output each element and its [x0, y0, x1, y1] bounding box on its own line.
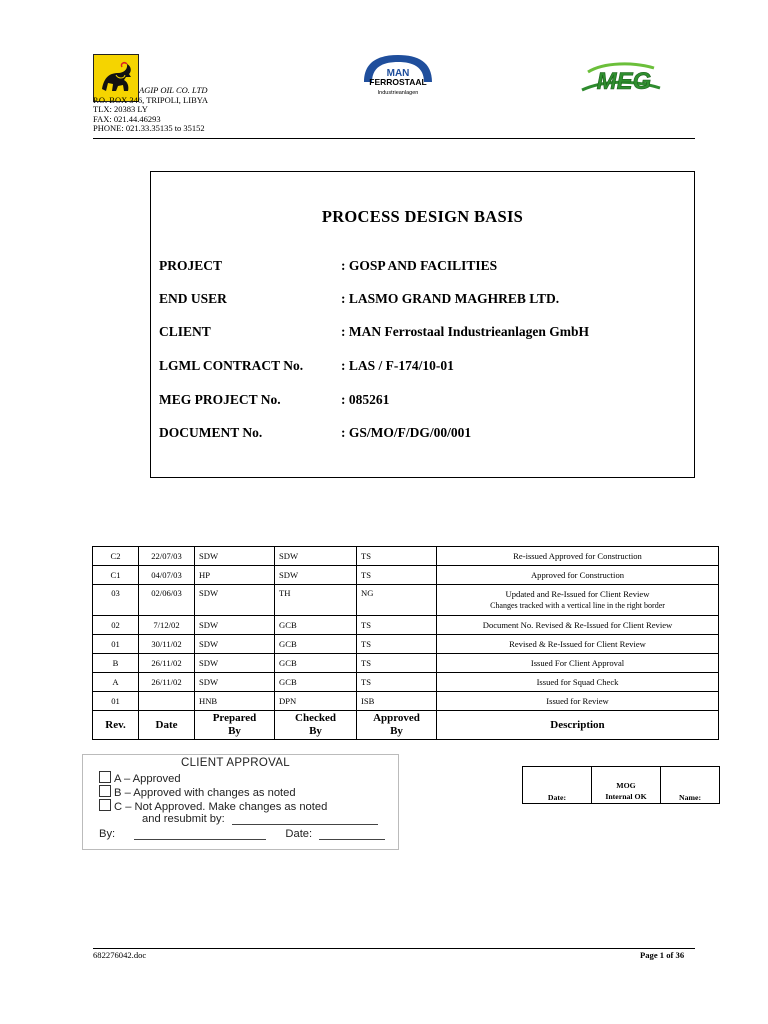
rev-header: Rev. — [93, 711, 139, 740]
fax-line: FAX: 021.44.46293 — [93, 113, 161, 124]
description-header: Description — [437, 711, 719, 740]
approved-cell: TS — [357, 616, 437, 635]
mog-name-cell — [661, 767, 720, 804]
client-label: CLIENT — [159, 324, 211, 339]
telex-line: TLX: 20383 LY — [93, 104, 148, 115]
option-a — [99, 771, 181, 785]
table-row — [523, 767, 720, 804]
meg-logo — [574, 58, 674, 98]
table-header-row — [93, 711, 719, 740]
client-approval-title: CLIENT APPROVAL — [181, 757, 290, 769]
checked-cell: GCB — [275, 635, 357, 654]
option-c — [99, 799, 327, 813]
table-row — [93, 585, 719, 616]
approved-cell: TS — [357, 654, 437, 673]
date-cell: 22/07/03 — [139, 547, 195, 566]
man-ferrostaal-logo — [358, 52, 438, 100]
table-row — [93, 616, 719, 635]
checked-header — [275, 711, 357, 740]
date-label: Date: — [285, 828, 313, 840]
prepared-cell: SDW — [195, 654, 275, 673]
document-number-label: DOCUMENT No. — [159, 425, 263, 440]
end-user-value: : LASMO GRAND MAGHREB LTD. — [341, 291, 560, 306]
rev-cell: C1 — [93, 566, 139, 585]
rev-cell: 01 — [93, 635, 139, 654]
option-b-checkbox[interactable] — [99, 785, 111, 797]
company-address — [93, 86, 208, 134]
rev-cell: C2 — [93, 547, 139, 566]
approved-cell: TS — [357, 673, 437, 692]
date-cell: 26/11/02 — [139, 673, 195, 692]
approved-header-line1: Approved — [373, 712, 420, 724]
prepared-header — [195, 711, 275, 740]
meg-project-label: MEG PROJECT No. — [159, 392, 281, 407]
prepared-header-line1: Prepared — [212, 712, 257, 724]
option-c-checkbox[interactable] — [99, 799, 111, 811]
prepared-cell: HNB — [195, 692, 275, 711]
contract-value: : LAS / F-174/10-01 — [341, 358, 454, 373]
checked-header-line1: Checked — [295, 712, 336, 724]
resubmit-row — [142, 813, 378, 825]
rev-cell: 01 — [93, 692, 139, 711]
approved-cell: TS — [357, 547, 437, 566]
document-title: PROCESS DESIGN BASIS — [321, 207, 524, 226]
approved-cell: TS — [357, 635, 437, 654]
mog-name-label: Name: — [678, 793, 702, 802]
header-divider — [93, 138, 695, 139]
approved-cell: NG — [357, 585, 437, 616]
option-a-checkbox[interactable] — [99, 771, 111, 783]
meg-project-value: : 085261 — [341, 392, 390, 407]
client-approval-box — [82, 754, 399, 850]
prepared-cell: SDW — [195, 616, 275, 635]
description-cell — [437, 585, 719, 616]
rev-cell: A — [93, 673, 139, 692]
revision-table — [92, 546, 719, 740]
option-c-label: C – Not Approved. Make changes as noted — [114, 801, 328, 813]
project-value: : GOSP AND FACILITIES — [341, 258, 498, 273]
resubmit-label: and resubmit by: — [142, 813, 225, 825]
mog-date-cell — [523, 767, 592, 804]
rev-cell: B — [93, 654, 139, 673]
document-number-value: : GS/MO/F/DG/00/001 — [341, 425, 472, 440]
date-cell: 02/06/03 — [139, 585, 195, 616]
approved-cell: ISB — [357, 692, 437, 711]
client-value: : MAN Ferrostaal Industrieanlagen GmbH — [341, 324, 589, 339]
table-row — [93, 635, 719, 654]
checked-cell: TH — [275, 585, 357, 616]
resubmit-date-field[interactable] — [232, 814, 378, 825]
date-cell — [139, 692, 195, 711]
date-field[interactable] — [319, 829, 385, 840]
checked-cell: GCB — [275, 654, 357, 673]
project-label: PROJECT — [159, 258, 223, 273]
by-field[interactable] — [134, 829, 266, 840]
checked-cell: GCB — [275, 673, 357, 692]
mog-internal-ok-label: Internal OK — [605, 792, 647, 801]
rev-cell: 02 — [93, 616, 139, 635]
ferrostaal-logo-text: FERROSTAAL — [369, 77, 427, 87]
checked-cell: DPN — [275, 692, 357, 711]
mog-signoff-box — [522, 766, 720, 804]
footer-divider — [93, 948, 695, 949]
prepared-header-line2: By — [228, 725, 241, 737]
date-cell: 7/12/02 — [139, 616, 195, 635]
description-cell: Re-issued Approved for Construction — [437, 547, 719, 566]
mog-internal-ok-cell — [592, 767, 661, 804]
prepared-cell: SDW — [195, 635, 275, 654]
approved-cell: TS — [357, 566, 437, 585]
description-line: Updated and Re-Issued for Client Review — [505, 589, 650, 599]
footer-filename: 682276042.doc — [93, 950, 147, 960]
table-row — [93, 547, 719, 566]
description-cell: Issued For Client Approval — [437, 654, 719, 673]
date-cell: 04/07/03 — [139, 566, 195, 585]
address-line: P.O. BOX 346, TRIPOLI, LIBYA — [93, 94, 209, 105]
table-row — [93, 692, 719, 711]
option-b-label: B – Approved with changes as noted — [114, 787, 296, 799]
mog-date-label: Date: — [547, 793, 567, 802]
option-b — [99, 785, 296, 799]
table-row — [93, 673, 719, 692]
man-logo-text: MAN — [386, 68, 410, 79]
company-name: AGIP OIL CO. LTD — [139, 85, 208, 95]
checked-cell: SDW — [275, 566, 357, 585]
meg-logo-text: MEG — [596, 68, 652, 95]
date-header: Date — [139, 711, 195, 740]
date-cell: 26/11/02 — [139, 654, 195, 673]
mog-header: MOG — [616, 781, 636, 790]
description-cell: Approved for Construction — [437, 566, 719, 585]
phone-line: PHONE: 021.33.35135 to 35152 — [93, 123, 205, 134]
prepared-cell: SDW — [195, 585, 275, 616]
prepared-cell: SDW — [195, 547, 275, 566]
checked-header-line2: By — [309, 725, 322, 737]
checked-cell: SDW — [275, 547, 357, 566]
checked-cell: GCB — [275, 616, 357, 635]
option-a-label: A – Approved — [114, 773, 181, 785]
approved-header — [357, 711, 437, 740]
contract-label: LGML CONTRACT No. — [159, 358, 304, 373]
table-row — [93, 566, 719, 585]
approved-header-line2: By — [390, 725, 403, 737]
industrieanlagen-logo-text: Industrieanlagen — [377, 90, 419, 96]
date-cell: 30/11/02 — [139, 635, 195, 654]
by-label: By: — [99, 828, 116, 840]
description-cell: Issued for Squad Check — [437, 673, 719, 692]
end-user-label: END USER — [159, 291, 227, 306]
prepared-cell: SDW — [195, 673, 275, 692]
rev-cell: 03 — [93, 585, 139, 616]
description-cell: Document No. Revised & Re-Issued for Client Review — [437, 616, 719, 635]
table-row — [93, 654, 719, 673]
title-block — [150, 171, 695, 478]
description-note: Changes tracked with a vertical line in the right border — [490, 601, 665, 610]
footer-page-number: Page 1 of 36 — [640, 950, 685, 960]
signoff-row — [99, 828, 385, 840]
description-cell: Revised & Re-Issued for Client Review — [437, 635, 719, 654]
prepared-cell: HP — [195, 566, 275, 585]
description-cell: Issued for Review — [437, 692, 719, 711]
